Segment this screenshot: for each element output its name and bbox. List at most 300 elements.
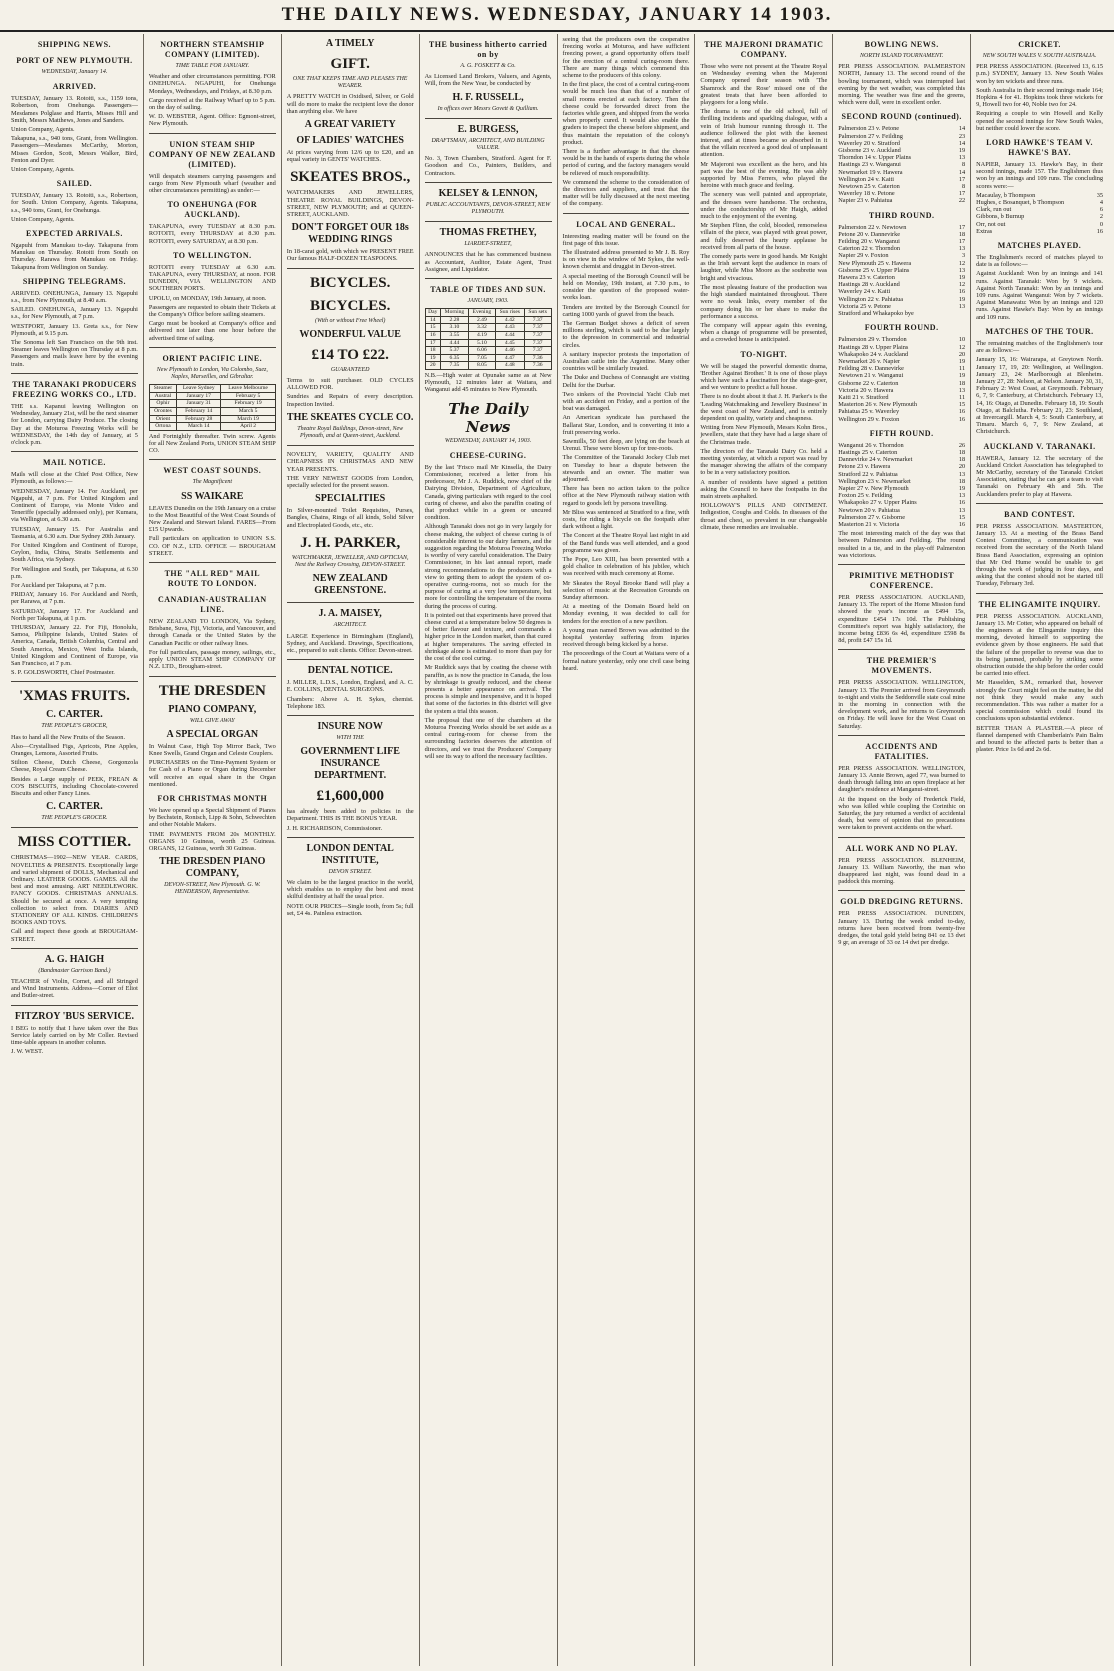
section-heading: ARRIVED.: [52, 82, 97, 92]
score-label: Clark, run out: [976, 206, 1012, 214]
subheading: WEDNESDAY, JANUARY 14, 1903.: [444, 437, 532, 444]
column-divider-rule: [838, 735, 965, 736]
column-divider-rule: [149, 133, 276, 134]
score-value: 17: [958, 238, 966, 246]
article-text: Sawmills, 50 feet deep, are lying on the beach at Urenui. These were blown up for tree-roots.: [562, 437, 690, 453]
article-text: Cargo received at the Railway Wharf up to 5 p.m. on the day of sailing.: [148, 96, 276, 112]
column-7: [833, 34, 971, 1666]
column-divider-rule: [976, 503, 1103, 504]
score-value: 6: [1099, 206, 1103, 214]
article-text: NOVELTY, VARIETY, QUALITY AND CHEAPNESS IN CHRISTMAS AND NEW YEAR PRESENTS.: [286, 451, 414, 473]
score-line: [838, 245, 965, 252]
table-cell: Leave Sydney: [177, 385, 221, 393]
score-line: [838, 303, 965, 310]
article-text: Mr Hasselden, S.M., remarked that, however strongly the Court might feel on the matter, he did not think they would make any such recommendation. This was rather a matter for a special commission which could found its conclusions upon substantial evidence.: [976, 679, 1103, 723]
newspaper-columns: [6, 34, 1108, 1666]
article-text: Weather and other circumstances permitting. FOR ONEHUNGA. NGAPUHI, for Onehunga Mondays, Wednesdays, and Fridays, at 8.30 p.m.: [148, 73, 276, 95]
score-value: 16: [1096, 227, 1103, 235]
advertisement-subheadline: NEW ZEALAND GREENSTONE.: [312, 573, 388, 597]
table-cell: 4.19: [468, 332, 495, 340]
score-value: 20: [958, 350, 966, 358]
section-heading: BOWLING NEWS.: [864, 40, 939, 49]
score-label: Napier 27 v. New Plymouth: [838, 484, 909, 492]
column-divider-rule: [287, 268, 414, 269]
advertisement-headline: 'XMAS FRUITS.: [19, 688, 130, 705]
section-heading: WEST COAST SOUNDS.: [163, 466, 262, 476]
article-text: An American syndicate has purchased the Ballarat Star, London, and is converting it into a fruit preserving works.: [562, 414, 690, 436]
score-value: 19: [958, 274, 966, 282]
score-label: Waverley 20 v. Stratford: [838, 139, 900, 147]
score-label: New Plymouth 25 v. Hawera: [838, 259, 912, 267]
article-text: Mr Skeates the Royal Brooke Band will play a selection of music at the Recreation Grounds on Sunday afternoon.: [562, 579, 690, 602]
score-line: [976, 228, 1103, 235]
score-value: 18: [958, 456, 966, 464]
score-value: 13: [958, 386, 966, 394]
article-text: Union Company, Agents.: [11, 126, 75, 134]
score-label: Extras: [976, 227, 993, 235]
score-line: [838, 176, 965, 183]
score-label: Wellington 24 v. Kaiti: [838, 175, 894, 183]
article-text: ARRIVED. ONEHUNGA, January 13. Ngapuhi s.s., from New Plymouth, at 8.40 a.m.: [11, 289, 138, 305]
article-text: N.B.—High water at Opunake same as at New Plymouth, 12 minutes later at Waitara, and Wanganui add 45 minutes to New Plymouth.: [424, 372, 552, 394]
article-text: The Pope, Leo XIII, has been presented with a gold chalice in celebration of his jubilee, which was received with much ceremony at Rome.: [562, 556, 690, 578]
table-cell: 7.35: [440, 362, 468, 370]
score-label: Hughes, c Bosanquet, b Thompson: [976, 199, 1065, 207]
score-line: [838, 190, 965, 197]
table-row: [425, 339, 551, 347]
column-divider-rule: [287, 837, 414, 838]
subheading: WILL GIVE AWAY: [189, 717, 235, 724]
article-text: The Concert at the Theatre Royal last night in aid of the Band funds was well attended, and a good programme was given.: [562, 532, 690, 554]
article-text: UPOLU, on MONDAY, 19th January, at noon.: [148, 294, 267, 302]
table-cell: Day: [425, 309, 440, 317]
section-heading: ALL WORK AND NO PLAY.: [845, 843, 958, 853]
score-label: Hastings 28 v. Auckland: [838, 281, 900, 289]
score-label: Gibbons, b Burnup: [976, 213, 1025, 221]
score-line: [838, 147, 965, 154]
table-cell: 4.44: [440, 339, 468, 347]
section-heading: TO-NIGHT.: [740, 349, 788, 359]
score-label: Wanganui 26 v. Thorndon: [838, 441, 904, 449]
article-text: Although Taranaki does not go in very largely for cheese making, the subject of cheese curing is of considerable interest to our dairy farmers, and the suggestion regarding the Moturoa Freezing Works is worthy of very careful consideration. The Dairy Commissioner, in his last annual report, made strong recommendations to the producers with a view to getting them to adopt the system of co-operative curing-rooms, not so much for the purpose of curing at a very low temperature, but more for controlling the temperature of the rooms during the process of curing.: [424, 523, 552, 610]
article-text: TIME PAYMENTS FROM 20s MONTHLY. ORGANS 10 Guineas, worth 25 Guineas. ORGANS, 12 Guineas, worth 30 Guineas.: [148, 830, 276, 852]
score-value: 18: [958, 230, 966, 238]
article-text: ROTOITI every TUESDAY at 6.30 a.m. TAKAPUNA, every THURSDAY, at noon. FOR DUNEDIN, VIA WELLINGTON AND SOUTHERN PORTS.: [148, 263, 276, 293]
table-cell: 7.37: [524, 347, 551, 355]
advertisement-headline: BICYCLES.: [309, 274, 391, 291]
article-text: January 15, 16: Wairarapa, at Greytown North. January 17, 19, 20: Wellington, at Wellington. January 23, 24: Marlborough at Blenheim. January 27, 28: Nelson, at Nelson. January 30, 31, February 2: West Coast, at Greymouth. February 6, 7, 9: Canterbury, at Christchurch. February 13, 14, 16: Otago, at Dunedin. February 18, 19: South Otago, at Balclutha. February 21, 23: Southland, at Invercargill. March 4, 5: South Canterbury, at Timaru. March 6, 7, 9: New Zealand, at Christchurch.: [976, 356, 1103, 436]
advertisement-headline: £1,600,000: [316, 788, 384, 805]
article-text: The scenery was well painted and appropriate, and the dresses were handsome. The orchestra, under the conductorship of Mr Haigh, added much to the enjoyment of the evening.: [700, 191, 828, 221]
score-value: 19: [958, 372, 966, 380]
score-value: 13: [958, 154, 966, 162]
column-divider-rule: [11, 681, 138, 682]
subheading: DEVON STREET.: [328, 868, 372, 875]
article-text: Passengers are requested to obtain their Tickets at the Company's Office before sailing steamers.: [148, 303, 276, 319]
article-text: Sundries and Repairs of every description. Inspection Invited.: [286, 393, 414, 408]
score-line: [838, 274, 965, 281]
article-text: TEACHER of Violin, Cornet, and all Stringed and Wind Instruments. Address—Corner of Eliot and Butler-street.: [11, 978, 138, 1000]
column-divider-rule: [11, 827, 138, 828]
score-label: Feilding 20 v. Wanganui: [838, 238, 900, 246]
article-text: Union Company, Agents.: [11, 166, 75, 174]
score-label: Macaulay, b Thompson: [976, 191, 1036, 199]
table-cell: Sun sets: [524, 309, 551, 317]
subheading: NORTH ISLAND TOURNAMENT.: [860, 53, 944, 59]
table-cell: Evening: [468, 309, 495, 317]
article-text: For Wellington and South, per Takapuna, at 6.30 p.m.: [11, 565, 138, 580]
score-label: Hawera 23 v. Caterton: [838, 274, 895, 282]
article-text: FRIDAY, January 16. For Auckland and North, per Rarawa, at 7 p.m.: [11, 591, 138, 606]
table-cell: Austral: [149, 392, 176, 400]
score-value: 13: [958, 245, 966, 253]
score-label: Hastings 25 v. Caterton: [838, 448, 898, 456]
article-text: THURSDAY, January 22. For Fiji, Honolulu, Samoa, Philippine Islands, United States of America, Canada, British Columbia, Central and South America, Mexico, West India Islands, United Kingdom and Continent of Europe, via San Francisco, at 7 p.m.: [11, 623, 138, 667]
article-text: In Walnut Case, High Top Mirror Back, Two Knee Swells, Grand Organ and Celeste Couplers.: [148, 742, 276, 757]
score-value: 19: [958, 484, 966, 492]
score-line: [838, 197, 965, 204]
table-cell: 5.10: [468, 339, 495, 347]
article-text: The proposal that one of the chambers at the Moturoa Freezing Works should be set aside as a central curing-room for cheese from the surrounding factories deserves the attention of directors, and we trust the Producers' Company will see its way to afford the necessary facilities.: [424, 716, 552, 760]
score-line: [838, 401, 965, 408]
article-text: We have opened up a Special Shipment of Pianos by Bechstein, Ronisch, Lipp & Sohn, Schwechten and other Notable Makers.: [148, 806, 276, 829]
score-line: [838, 140, 965, 147]
table-cell: 19: [425, 354, 440, 362]
advertisement-subheadline: LONDON DENTAL INSTITUTE,: [306, 842, 394, 866]
section-heading: SHIPPING TELEGRAMS.: [22, 276, 127, 286]
article-text: In Silver-mounted Toilet Requisites, Purses, Bangles, Chains, Rings of all kinds, Solid Silver and Electroplated Goods, etc., etc.: [286, 507, 414, 529]
article-text: In 18-carat gold, with which we PRESENT FREE Our famous HALF-DOZEN TEASPOONS.: [286, 248, 414, 263]
score-value: 11: [959, 365, 966, 373]
table-cell: 6.06: [468, 347, 495, 355]
advertisement-headline: GIFT.: [330, 56, 370, 72]
column-divider-rule: [287, 445, 414, 446]
article-text: J. MILLER, L.D.S., London, England, and A. C. E. COLLINS, DENTAL SURGEONS.: [286, 679, 414, 694]
score-label: Gisborne 22 v. Caterton: [838, 379, 899, 387]
article-text: WESTPORT, January 13. Greta s.s., for New Plymouth, at 9.15 p.m.: [11, 322, 138, 337]
advertisement-subheadline: OF LADIES' WATCHES: [296, 135, 404, 147]
article-text: Mr Majeroni was excellent as the hero, and his part was the best of the evening. He was ably supported by Miss Ferrers, who played the heroine with much grace and feeling.: [700, 160, 828, 190]
advertisement-subheadline: H. F. RUSSELL,: [452, 91, 524, 103]
article-text: PER PRESS ASSOCIATION. PALMERSTON NORTH, January 13. The second round of the bowling tournament, which was interrupted last evening by the wet weather, was completed this morning. The weather was fine and the greens, which were dull, were in excellent order.: [838, 63, 966, 107]
table-cell: Leave Melbourne: [221, 385, 275, 393]
score-line: [838, 310, 965, 317]
score-value: 23: [958, 132, 966, 140]
subheading: Theatre Royal Buildings, Devon-street, New Plymouth, and at Queen-street, Auckland.: [297, 425, 404, 440]
advertisement-headline: J. H. PARKER,: [300, 534, 401, 551]
advertisement-subheadline: A SPECIAL ORGAN: [166, 728, 259, 740]
advertisement-subheadline: J. A. MAISEY,: [318, 608, 382, 620]
score-line: [838, 514, 965, 521]
article-text: Besides a Large supply of PEEK, FREAN & CO'S BISCUITS, including Chocolate-covered Biscuits and other Fancy Lines.: [11, 775, 138, 798]
table-cell: Morning: [440, 309, 468, 317]
subheading: DRAFTSMAN, ARCHITECT, AND BUILDING VALUER.: [431, 137, 545, 152]
score-value: 16: [958, 408, 966, 416]
article-text: The illustrated address presented to Mr J. B. Roy is on view in the window of Mr Sykes, the well-known chemist and druggist in Devon-street.: [562, 249, 690, 271]
table-cell: 4.42: [495, 316, 524, 324]
article-text: A PRETTY WATCH in Oxidised, Silver, or Gold will do more to make the recipient love the donor than anything else. We have: [286, 93, 414, 115]
section-heading: SAILED.: [56, 179, 93, 189]
column-divider-rule: [976, 593, 1103, 594]
article-text: WEDNESDAY, January 14. For Auckland, per Ngapuhi, at 7 p.m. For United Kingdom and Continent of Europe, via Monte Video and Teneriffe (specially addressed only), per Kumara, via Wellington, at 6.30 a.m.: [11, 487, 138, 524]
advertisement-subheadline: KELSEY & LENNON,: [438, 187, 538, 199]
score-label: Hastings 28 v. Upper Plains: [838, 343, 909, 351]
table-row: [425, 324, 551, 332]
table-cell: March 5: [221, 408, 275, 416]
column-divider-rule: [11, 373, 138, 374]
advertisement-subheadline: DON'T FORGET OUR 18s WEDDING RINGS: [291, 222, 409, 246]
score-value: 19: [958, 357, 966, 365]
article-text: Terms to suit purchaser. OLD CYCLES ALLOWED FOR.: [286, 377, 414, 392]
article-text: The German Budget shows a deficit of seven millions sterling, which is said to be due largely to the depression in commercial and industrial circles.: [562, 319, 690, 349]
table-cell: Ortona: [149, 423, 176, 431]
score-label: Newtown 20 v. Pahiatua: [838, 506, 900, 514]
column-divider-rule: [287, 659, 414, 660]
table-row: [149, 400, 275, 408]
score-line: [838, 231, 965, 238]
column-divider-rule: [563, 213, 690, 214]
score-line: [838, 485, 965, 492]
article-text: PER PRESS ASSOCIATION. DUNEDIN, January 13. During the week ended to-day, returns have been received from twenty-five dredges, the total gold yield being 841 oz 13 dwt 9 gr, an average of 33 oz 14 dwt per dredge.: [838, 910, 966, 947]
score-value: 26: [958, 441, 966, 449]
score-label: Dannevirke 24 v. Newmarket: [838, 456, 913, 464]
score-label: Foxton 25 v. Feilding: [838, 492, 893, 500]
table-row: [425, 362, 551, 370]
score-label: Victoria 25 v. Petone: [838, 302, 891, 310]
column-divider-rule: [425, 278, 552, 279]
article-text: SATURDAY, January 17. For Auckland and North per Takapuna, at 1 p.m.: [11, 607, 138, 622]
article-text: Full particulars on application to UNION S.S. CO. OF N.Z., LTD. OFFICE — BROUGHAM STREET.: [148, 535, 276, 557]
section-heading: MATCHES PLAYED.: [997, 241, 1082, 251]
advertisement-subheadline: THE DRESDEN PIANO COMPANY,: [159, 856, 266, 880]
score-value: 15: [958, 401, 966, 409]
score-label: Wellington 29 v. Foxton: [838, 415, 900, 423]
subheading: In offices over Messrs Govett & Quilliam.: [437, 105, 539, 112]
score-value: 14: [958, 168, 966, 176]
article-text: The company will appear again this evening, when a change of programme will be presented, and a crowded house is anticipated.: [700, 321, 828, 344]
advertisement-headline: MISS COTTIER.: [17, 834, 132, 851]
advertisement-subheadline: A TIMELY: [325, 38, 375, 49]
subheading: ARCHITECT.: [333, 622, 367, 629]
article-text: HAWERA, January 12. The secretary of the Auckland Cricket Association has telegraphed to Mr McCarthy, secretary of the Taranaki Cricket Association, stating that he can get a team to visit Taranaki on February 4th and 5th. The Aucklanders prefer to play at Hawera.: [976, 454, 1103, 498]
score-label: Palmerston 23 v. Petone: [838, 125, 900, 133]
score-value: 13: [958, 470, 966, 478]
score-line: [838, 281, 965, 288]
column-divider-rule: [838, 564, 965, 565]
advertisement-subheadline: PIANO COMPANY,: [168, 703, 257, 715]
table-row: [425, 332, 551, 340]
column-divider-rule: [425, 118, 552, 119]
column-8: [971, 34, 1108, 1666]
section-heading: FIFTH ROUND.: [869, 428, 934, 438]
score-line: [838, 260, 965, 267]
score-value: 12: [958, 259, 966, 267]
subheading: WITH THE: [336, 734, 364, 741]
score-label: Palmerston 29 v. Thorndon: [838, 336, 907, 344]
table-row: [425, 354, 551, 362]
table-cell: March 19: [221, 415, 275, 423]
score-line: [838, 267, 965, 274]
score-label: Caterton 22 v. Thorndon: [838, 245, 900, 253]
table-cell: 4.45: [495, 339, 524, 347]
article-text: Will despatch steamers carrying passengers and cargo from New Plymouth wharf (weather and other circumstances permitting) as under:—: [148, 172, 276, 195]
article-text: At the inquest on the body of Frederick Field, who was killed while coupling the Corinthic on Saturday, the jury returned a verdict of accidental death, but were of opinion that no precautions were taken to prevent accidents on the wharf.: [838, 795, 966, 832]
score-value: 16: [958, 499, 966, 507]
score-label: Stratford 22 v. Pahiatua: [838, 470, 898, 478]
column-divider-rule: [425, 182, 552, 183]
score-line: [838, 372, 965, 379]
score-value: 20: [958, 463, 966, 471]
data-table: [149, 384, 276, 431]
article-text: PER PRESS ASSOCIATION. MASTERTON, January 13. At a meeting of the Brass Band Contest Committee, a communication was received from the secretary of the North Island Brass Band Association, expressing an opinion that Mr Ord Hume would be unable to get through the work of judging in four days, and asking that the contest should not be started till Tuesday, February 3rd.: [976, 522, 1103, 588]
table-cell: Ophir: [149, 400, 176, 408]
article-text: Mr Ruddick says that by coating the cheese with paraffin, as is now the practice in Canada, the loss by shrinkage is greatly reduced, and the cheese presents a better appearance on arrival. The process is simple and inexpensive, and it is hoped that some of the factories in this district will give the system a trial this season.: [424, 664, 552, 715]
advertisement-subheadline: INSURE NOW: [317, 720, 383, 732]
article-text: As Licensed Land Brokers, Valuers, and Agents, Will, from the New Year, be conducted by: [424, 73, 552, 88]
article-text: W. D. WEBSTER, Agent. Office: Egmont-street, New Plymouth.: [148, 113, 276, 128]
subheading: JANUARY, 1903.: [467, 298, 509, 305]
article-text: PER PRESS ASSOCIATION. WELLINGTON, January 13. Annie Brown, aged 77, was burned to death through falling into an open fireplace at her daughter's residence at Manganui-street.: [838, 764, 966, 794]
table-cell: Steamer: [149, 385, 176, 393]
column-6: [695, 34, 833, 1666]
section-heading: THE "ALL RED" MAIL ROUTE TO LONDON.: [164, 569, 261, 589]
score-value: 17: [958, 190, 966, 198]
column-3: [282, 34, 420, 1666]
article-text: Takapuna, s.s., 940 tons, Grant, from Wellington. Passengers—Mesdames McCarthy, Morton, Misses Gordon, Scott, Messrs Walker, Bird, Fenton and Dyer.: [11, 135, 138, 164]
score-label: Newmarket 26 v. Napier: [838, 357, 901, 365]
table-row: [149, 408, 275, 416]
score-value: 19: [958, 295, 966, 303]
column-divider-rule: [425, 221, 552, 222]
table-cell: 7.37: [524, 339, 551, 347]
score-label: Palmerston 22 v. Newtown: [838, 223, 907, 231]
column-divider-rule: [11, 1005, 138, 1006]
article-text: We will be staged the powerful domestic drama, 'Brother Against Brother.' It is one of those plays which have such a fascination for the stage-goer, and we venture to predict a full house.: [700, 362, 828, 392]
article-text: The Duke and Duchess of Connaught are visiting Delhi for the Durbar.: [562, 374, 690, 389]
article-text: It is pointed out that experiments have proved that cheese cured at a temperature below 50 degrees is of better flavour and texture, and commands a higher price in the London market, than that cured at higher temperatures. The saving effected in shrinkage alone is estimated to more than pay for the cost of the cool curing.: [424, 611, 552, 663]
subheading: DEVON-STREET, New Plymouth. G. W. HENDERSON, Representative.: [164, 882, 261, 896]
article-text: The remaining matches of the Englishmen's tour are as follows:—: [976, 339, 1103, 355]
column-divider-rule: [11, 451, 138, 452]
table-cell: April 2: [221, 423, 275, 431]
score-line: [838, 380, 965, 387]
article-text: A sanitary inspector protests the importation of Australian cattle into the Argentine. Many other countries will be similarly treated.: [562, 350, 690, 373]
column-5: [558, 34, 696, 1666]
article-text: NOTE OUR PRICES—Single tooth, from 5s; full set, £4 4s. Painless extraction.: [286, 902, 414, 917]
score-label: Wellington 23 v. Newmarket: [838, 477, 911, 485]
table-cell: February 19: [221, 400, 275, 408]
subheading: (Bandmaster Garrison Band.): [38, 967, 111, 974]
newspaper-nameplate: The Daily News: [448, 399, 528, 436]
article-text: CHRISTMAS—1902—NEW YEAR. CARDS, NOVELTIES & PRESENTS. Exceptionally large and varied shipment of DOLLS, Mechanical and Ordinary. LEATHER GOODS. GAMES. All the best and most amusing. ART NEEDLEWORK. FANCY GOODS. CHRISTMAS ANNUALS. Should be secured at once. A very tempting collection to select from. DIARIES AND STATIONERY OF ALL KINDS. CHILDREN'S BOOKS AND TOYS.: [11, 854, 138, 927]
section-heading: PRIMITIVE METHODIST CONFERENCE.: [849, 570, 955, 590]
subheading: THE PEOPLE'S GROCER,: [41, 723, 108, 730]
article-text: TUESDAY, January 13. Rotoiti, s.s., 1159 tons, Robertson, from Onehunga. Passengers—Mesdames Polglase and Harris, Misses Hill and Smith, Messrs Matthews, Jones and Sanders.: [11, 95, 138, 124]
score-label: Stratford and Whakapoko bye: [838, 310, 914, 318]
column-4: [420, 34, 558, 1666]
article-text: At a meeting of the Domain Board held on Monday evening, it was decided to call for tenders for the erection of a new pavilion.: [562, 603, 690, 625]
table-cell: February 5: [221, 392, 275, 400]
section-heading: EXPECTED ARRIVALS.: [26, 229, 123, 239]
section-heading: AUCKLAND V. TARANAKI.: [983, 441, 1096, 451]
section-heading: SECOND ROUND (continued).: [841, 112, 962, 122]
section-heading: THE PREMIER'S MOVEMENTS.: [866, 656, 937, 676]
column-divider-rule: [287, 715, 414, 716]
score-label: Gisborne 23 v. Auckland: [838, 147, 901, 155]
table-cell: Orient: [149, 415, 176, 423]
table-cell: 18: [425, 347, 440, 355]
article-text: The directors of the Taranaki Dairy Co. held a meeting yesterday, at which a report was read by the manager showing the affairs of the company to be in a very satisfactory position.: [700, 447, 828, 477]
column-divider-rule: [287, 602, 414, 603]
score-label: Petone 23 v. Hawera: [838, 463, 891, 471]
score-value: 11: [959, 393, 966, 401]
table-cell: 7.37: [524, 324, 551, 332]
advertisement-headline: SKEATES BROS.,: [290, 169, 411, 186]
score-value: 12: [958, 281, 966, 289]
article-text: At prices varying from 12/6 up to £20, and an equal variety in GENTS' WATCHES.: [286, 149, 414, 164]
article-text: Writing from New Plymouth, Messrs Kohn Bros., jewellers, state that they have had a large share of the Christmas trade.: [700, 424, 828, 446]
table-cell: 17: [425, 339, 440, 347]
article-text: In the first place, the cost of a central curing-room would be much less than that of a number of small rooms erected at each factory. Then the cheese could be forwarded direct from the factories while green, and shipped from the works when properly cured. It would also enable the graders to inspect the cheese before shipment, and thus maintain the reputation of the colony's product.: [562, 81, 690, 146]
newspaper-title: THE DAILY NEWS. WEDNESDAY, JANUARY 14 1903.: [281, 4, 833, 25]
data-table: [425, 308, 552, 370]
table-row: [425, 347, 551, 355]
advertisement-subheadline: C. CARTER.: [46, 801, 103, 813]
section-heading: FOR CHRISTMAS MONTH: [157, 793, 268, 803]
section-heading: LORD HAWKE'S TEAM V. HAWKE'S BAY.: [986, 138, 1094, 158]
score-line: [838, 358, 965, 365]
advertisement-headline: £14 TO £22.: [311, 346, 389, 363]
advertisement-subheadline: WONDERFUL VALUE: [299, 328, 401, 340]
score-value: 13: [958, 506, 966, 514]
table-cell: January 17: [177, 392, 221, 400]
advertisement-subheadline: C. CARTER.: [46, 709, 103, 721]
table-row: [149, 423, 275, 431]
advertisement-subheadline: FITZROY 'BUS SERVICE.: [14, 1010, 134, 1022]
score-line: [838, 394, 965, 401]
score-line: [976, 213, 1103, 220]
score-line: [838, 133, 965, 140]
advertisement-subheadline: THE SKEATES CYCLE CO.: [286, 411, 414, 423]
score-value: 16: [958, 415, 966, 423]
score-value: 12: [958, 343, 966, 351]
article-text: A number of residents have signed a petition asking the Council to have the footpaths in the main streets asphalted.: [700, 478, 828, 500]
score-label: Orr, not out: [976, 220, 1006, 228]
advertisement-subheadline: THOMAS FRETHEY,: [439, 227, 537, 239]
score-line: [838, 296, 965, 303]
table-cell: 7.37: [524, 332, 551, 340]
score-value: 4: [1099, 199, 1103, 207]
table-cell: 3.32: [468, 324, 495, 332]
advertisement-headline: BICYCLES.: [309, 297, 391, 314]
article-text: has already been added to policies in the Department. THIS IS THE BONUS YEAR.: [286, 808, 414, 823]
article-text: J. W. WEST.: [11, 1048, 44, 1056]
score-line: [976, 192, 1103, 199]
table-cell: January 31: [177, 400, 221, 408]
section-heading: THIRD ROUND.: [868, 210, 935, 220]
score-line: [838, 499, 965, 506]
score-label: Newtown 25 v. Caterton: [838, 183, 900, 191]
article-text: The most pleasing feature of the production was the high standard maintained throughout. There were no weak links, every member of the company doing his or her share to make the performance a success.: [700, 283, 828, 320]
advertisement-subheadline: SPECIALITIES: [315, 493, 386, 505]
table-cell: 6.35: [440, 354, 468, 362]
advertisement-subheadline: SS WAIKARE: [181, 490, 244, 502]
score-value: 18: [958, 477, 966, 485]
section-heading: TABLE OF TIDES AND SUN.: [430, 285, 546, 295]
score-value: 13: [958, 492, 966, 500]
article-text: THE s.s. Kapanui leaving Wellington on Wednesday, January 21st, will be the next steamer for London, carrying Dairy Produce. The closing Day at the Moturoa Freezing Works will be WEDNESDAY, the 14th day of January, at 5 o'clock p.m.: [11, 402, 138, 446]
section-heading: CRICKET.: [1018, 40, 1061, 49]
